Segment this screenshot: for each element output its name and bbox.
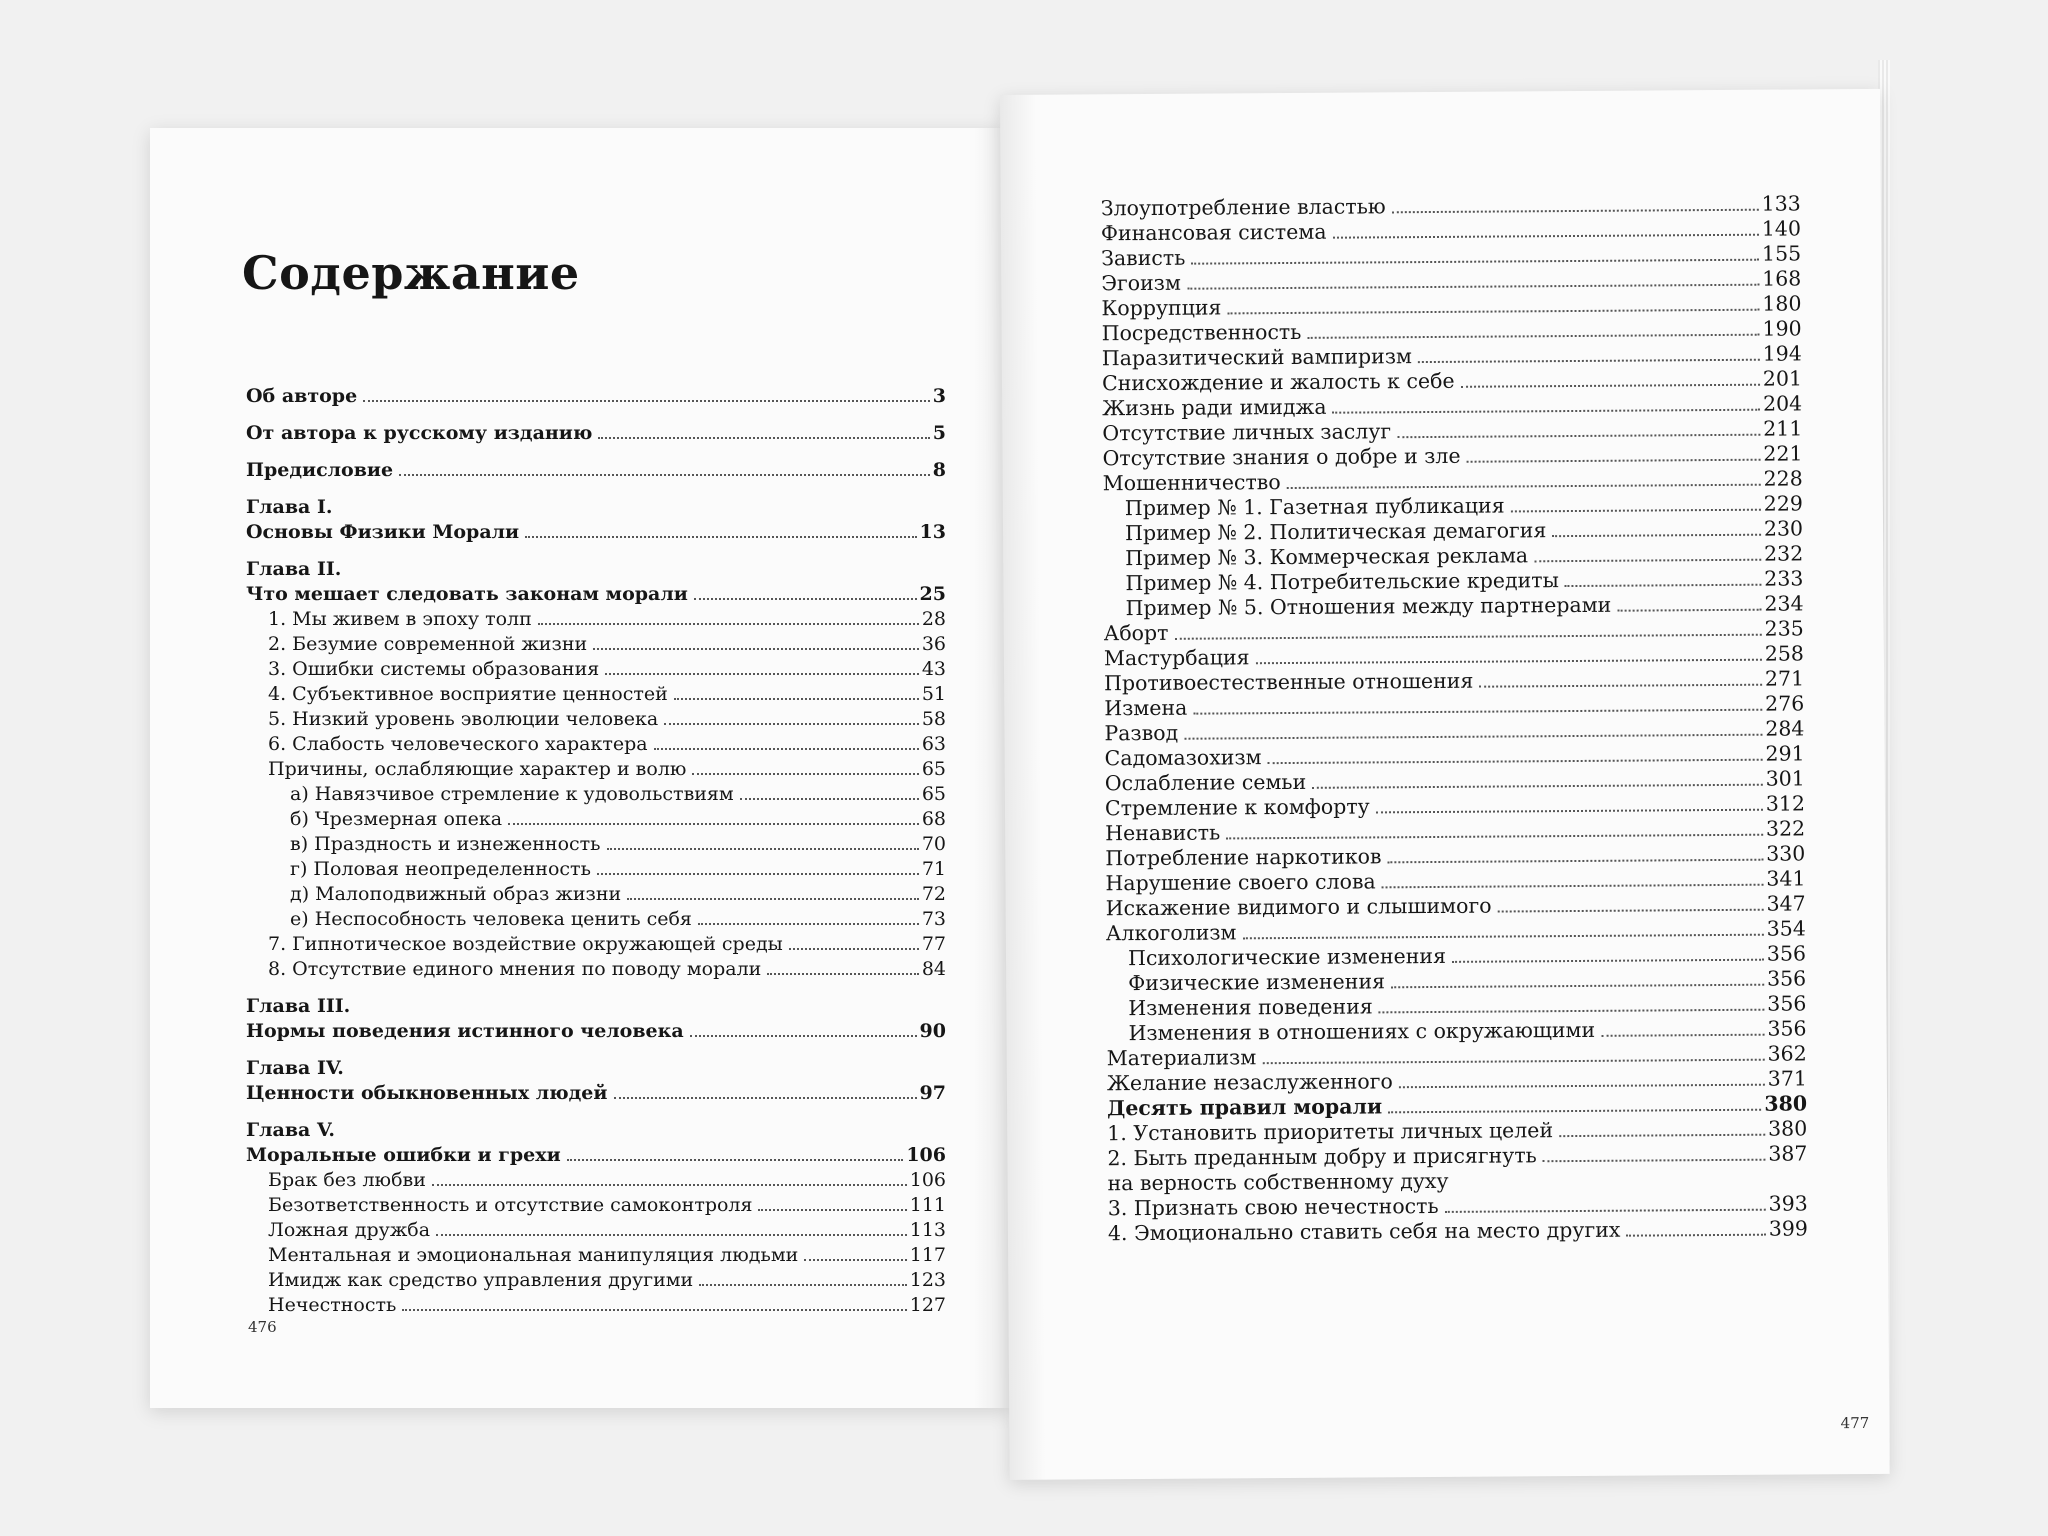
toc-entry-label: Пример № 3. Коммерческая реклама (1125, 543, 1529, 571)
dot-leader (363, 400, 930, 402)
toc-entry-label: 1. Мы живем в эпоху толп (268, 608, 532, 630)
toc-entry-page: 356 (1766, 966, 1807, 991)
toc-entry-page: 387 (1768, 1141, 1808, 1166)
toc-entry-page: 322 (1765, 816, 1806, 841)
toc-entry-label: 2. Быть преданным добру и присягнуть на верность собственному духу (1107, 1143, 1537, 1196)
dot-leader (690, 1035, 917, 1037)
dot-leader (1498, 909, 1764, 913)
toc-entry-label: Пример № 4. Потребительские кредиты (1125, 568, 1559, 596)
chapter-heading: Глава III. (246, 995, 351, 1017)
dot-leader (1376, 809, 1763, 814)
toc-entry-page: 362 (1767, 1041, 1807, 1066)
dot-leader (402, 1309, 906, 1311)
toc-entry-label: Имидж как средство управления другими (268, 1269, 694, 1291)
toc-entry-page: 371 (1767, 1066, 1807, 1091)
toc-entry-page: 230 (1763, 516, 1804, 541)
dot-leader (1617, 609, 1761, 612)
dot-leader (694, 598, 917, 600)
toc-entry-label: От автора к русскому изданию (246, 422, 593, 444)
toc-entry-page: 180 (1762, 291, 1802, 316)
dot-leader (1174, 634, 1761, 640)
toc-entry-label: Физические изменения (1128, 969, 1386, 996)
dot-leader (1333, 234, 1759, 239)
toc-entry-label: б) Чрезмерная опека (290, 808, 503, 830)
toc-entry-label: 1. Установить приоритеты личных целей (1107, 1118, 1554, 1146)
toc-entry-label: Отсутствие знания о добре и зле (1102, 443, 1461, 471)
toc-entry-page: 36 (921, 633, 946, 655)
toc-entry-label: 8. Отсутствие единого мнения по поводу морали (268, 958, 762, 980)
toc-entry (246, 707, 946, 732)
page-number: 477 (1840, 1413, 1870, 1433)
dot-leader (1388, 1109, 1761, 1114)
dot-leader (1184, 734, 1762, 740)
dot-leader (692, 773, 918, 775)
toc-entry-label: Предисловие (246, 459, 394, 481)
toc-entry-page: 84 (921, 958, 946, 980)
dot-leader (1399, 1084, 1765, 1089)
toc-entry-label: Желание незаслуженного (1106, 1069, 1393, 1096)
toc-entry-page: 258 (1764, 641, 1805, 666)
right-page (1000, 89, 1890, 1480)
dot-leader (567, 1159, 904, 1161)
toc-entry-page: 3 (932, 385, 946, 407)
toc-entry-page: 70 (921, 833, 946, 855)
left-page (150, 128, 1010, 1408)
dot-leader (1392, 209, 1759, 214)
dot-leader (698, 923, 919, 925)
toc-entry-page: 25 (919, 583, 946, 605)
toc-entry-page: 380 (1768, 1116, 1808, 1141)
toc-entry-label: Основы Физики Морали (246, 521, 520, 543)
dot-leader (1307, 334, 1759, 339)
toc-entry (246, 1243, 946, 1268)
toc-entry-page: 106 (906, 1144, 946, 1166)
dot-leader (758, 1209, 906, 1211)
toc-entry (246, 1081, 946, 1106)
toc-entry-page: 204 (1762, 391, 1803, 416)
toc-entry (246, 421, 946, 446)
toc-entry-page: 51 (921, 683, 946, 705)
dot-leader (699, 1284, 907, 1286)
toc-entry-page: 58 (921, 708, 946, 730)
toc-entry-label: Посредственность (1101, 319, 1302, 346)
dot-leader (1193, 709, 1762, 715)
toc-entry (246, 1168, 946, 1193)
dot-leader (1382, 884, 1764, 889)
toc-entry-page: 155 (1761, 241, 1802, 266)
toc-entry-label: Снисхождение и жалость к себе (1101, 368, 1455, 396)
dot-leader (614, 1097, 917, 1099)
toc-entry (246, 682, 946, 707)
toc-entry-label: Нарушение своего слова (1105, 869, 1376, 896)
toc-entry-label: Нормы поведения истинного человека (246, 1020, 684, 1042)
toc-entry-page: 284 (1765, 716, 1805, 741)
toc-entry-page: 356 (1767, 991, 1807, 1016)
toc-entry-page: 72 (921, 883, 946, 905)
toc-left (246, 372, 946, 1318)
toc-entry-label: Садомазохизм (1104, 745, 1262, 771)
toc-entry-label: 7. Гипнотическое воздействие окружающей среды (268, 933, 783, 955)
toc-entry-page: 211 (1763, 416, 1803, 441)
toc-entry-label: Мастурбация (1103, 645, 1250, 671)
dot-leader (1552, 534, 1761, 537)
toc-entry (246, 632, 946, 657)
toc-entry-label: Пример № 1. Газетная публикация (1124, 493, 1505, 521)
dot-leader (1601, 1034, 1764, 1037)
chapter-heading: Глава V. (246, 1119, 335, 1141)
toc-entry-label: 4. Эмоционально ставить себя на место других (1107, 1217, 1621, 1246)
toc-entry-page: 97 (919, 1082, 946, 1104)
toc-entry-page: 271 (1764, 666, 1805, 691)
dot-leader (804, 1259, 906, 1261)
dot-leader (1262, 1059, 1764, 1065)
toc-entry-label: 3. Признать свою нечестность (1107, 1193, 1439, 1221)
toc-entry-label: Противоестественные отношения (1104, 668, 1474, 696)
toc-entry-label: 2. Безумие современной жизни (268, 633, 588, 655)
toc-entry-page: 77 (921, 933, 946, 955)
toc-entry-label: а) Навязчивое стремление к удовольствиям (290, 783, 734, 805)
toc-entry-page: 229 (1763, 491, 1803, 516)
toc-entry-label: Десять правил морали (1106, 1094, 1383, 1121)
chapter-heading: Глава II. (246, 558, 342, 580)
dot-leader (436, 1234, 907, 1236)
toc-entry-page: 13 (919, 521, 946, 543)
dot-leader (399, 474, 930, 476)
dot-leader (598, 437, 929, 439)
toc-entry (246, 1019, 946, 1044)
dot-leader (607, 848, 919, 850)
toc-entry-label: Паразитический вампиризм (1101, 344, 1412, 371)
toc-entry-label: Ослабление семьи (1104, 769, 1307, 796)
dot-leader (593, 648, 919, 650)
toc-entry (246, 657, 946, 682)
toc-entry-label: Что мешает следовать законам морали (246, 583, 688, 605)
dot-leader (1559, 1134, 1765, 1137)
toc-entry-page: 133 (1761, 191, 1801, 216)
toc-entry-label: 4. Субъективное восприятие ценностей (268, 683, 668, 705)
toc-entry-page: 234 (1764, 591, 1804, 616)
toc-entry-label: Развод (1104, 720, 1179, 746)
toc-entry-page: 201 (1762, 366, 1803, 391)
toc-entry (246, 857, 946, 882)
toc-entry-label: Безответственность и отсутствие самоконтроля (268, 1194, 753, 1216)
toc-entry-page: 190 (1762, 316, 1802, 341)
toc-entry-label: Отсутствие личных заслуг (1102, 419, 1392, 446)
toc-entry-label: Причины, ослабляющие характер и волю (268, 758, 687, 780)
toc-entry-page: 347 (1766, 891, 1806, 916)
dot-leader (627, 898, 919, 900)
toc-entry-page: 106 (909, 1169, 946, 1191)
toc-entry-page: 43 (921, 658, 946, 680)
toc-entry-page: 235 (1764, 616, 1804, 641)
dot-leader (508, 823, 919, 825)
dot-leader (664, 723, 919, 725)
toc-entry-page: 194 (1762, 341, 1802, 366)
toc-title: Содержание (242, 246, 580, 300)
toc-entry-label: Измена (1104, 695, 1188, 721)
dot-leader (1397, 434, 1760, 439)
toc-entry-label: Психологические изменения (1127, 943, 1447, 971)
toc-entry-label: Материализм (1106, 1045, 1257, 1071)
toc-entry-page: 356 (1767, 1016, 1807, 1041)
toc-entry (246, 384, 946, 409)
toc-entry-page: 68 (921, 808, 946, 830)
toc-entry-page: 168 (1762, 266, 1802, 291)
toc-entry (246, 932, 946, 957)
dot-leader (525, 536, 916, 538)
toc-entry-label: Зависть (1101, 245, 1186, 271)
dot-leader (1418, 359, 1760, 363)
dot-leader (1511, 509, 1761, 513)
toc-entry-page: 63 (921, 733, 946, 755)
toc-entry-page: 399 (1768, 1216, 1809, 1241)
toc-entry-label: е) Неспособность человека ценить себя (290, 908, 692, 930)
toc-entry-label: Потребление наркотиков (1105, 844, 1382, 871)
toc-entry-page: 5 (932, 422, 946, 444)
toc-entry-page: 393 (1768, 1191, 1808, 1216)
dot-leader (1333, 409, 1761, 414)
dot-leader (674, 698, 919, 700)
toc-entry (246, 1293, 946, 1318)
dot-leader (1388, 859, 1764, 864)
toc-entry-page: 73 (921, 908, 946, 930)
toc-entry (246, 1193, 946, 1218)
toc-entry-label: Коррупция (1101, 295, 1222, 321)
toc-entry-page: 228 (1763, 466, 1803, 491)
toc-entry-page: 123 (909, 1269, 946, 1291)
toc-entry-label: 5. Низкий уровень эволюции человека (268, 708, 659, 730)
toc-entry (246, 807, 946, 832)
dot-leader (1226, 834, 1763, 840)
dot-leader (1287, 484, 1761, 489)
dot-leader (1534, 559, 1761, 563)
toc-entry-page: 356 (1766, 941, 1807, 966)
toc-entry-page: 140 (1761, 216, 1802, 241)
toc-entry-label: Ментальная и эмоциональная манипуляция людьми (268, 1244, 799, 1266)
toc-entry (246, 1143, 946, 1168)
toc-entry-label: Эгоизм (1101, 270, 1181, 296)
dot-leader (654, 748, 919, 750)
toc-entry-page: 232 (1763, 541, 1804, 566)
toc-entry-page: 113 (909, 1219, 946, 1241)
toc-entry-label: Аборт (1103, 620, 1169, 646)
toc-entry-page: 341 (1766, 866, 1806, 891)
toc-entry-page: 127 (909, 1294, 946, 1316)
dot-leader (538, 623, 919, 625)
toc-entry-label: Искажение видимого и слышимого (1105, 893, 1492, 921)
toc-entry-label: Нечестность (268, 1294, 397, 1316)
toc-entry-label: в) Праздность и изнеженность (290, 833, 601, 855)
toc-entry-page: 233 (1764, 566, 1804, 591)
dot-leader (1543, 1159, 1766, 1163)
toc-entry (246, 907, 946, 932)
dot-leader (597, 873, 919, 875)
toc-entry (246, 607, 946, 632)
toc-entry-page: 65 (921, 758, 946, 780)
toc-entry-label: г) Половая неопределенность (290, 858, 591, 880)
toc-entry-label: Ценности обыкновенных людей (246, 1082, 608, 1104)
dot-leader (1187, 284, 1759, 290)
toc-entry-label: 6. Слабость человеческого характера (268, 733, 648, 755)
chapter-heading: Глава IV. (246, 1057, 344, 1079)
dot-leader (1445, 1209, 1766, 1213)
toc-entry-label: Злоупотребление властью (1100, 194, 1386, 221)
toc-entry-label: Ложная дружба (268, 1219, 431, 1241)
toc-entry-label: Ненависть (1105, 820, 1221, 846)
toc-entry (246, 520, 946, 545)
dot-leader (1391, 984, 1764, 989)
toc-entry-label: Алкоголизм (1105, 920, 1237, 946)
chapter-heading: Глава I. (246, 496, 333, 518)
toc-entry-label: Брак без любви (268, 1169, 426, 1191)
toc-entry (246, 1218, 946, 1243)
toc-entry-label: Пример № 5. Отношения между партнерами (1125, 592, 1612, 621)
toc-entry-page: 354 (1766, 916, 1806, 941)
toc-entry-page: 221 (1763, 441, 1803, 466)
dot-leader (1191, 259, 1759, 265)
toc-entry-page: 276 (1765, 691, 1805, 716)
dot-leader (1256, 659, 1762, 665)
toc-entry-page: 380 (1764, 1091, 1808, 1116)
toc-entry (1107, 1141, 1807, 1196)
toc-entry-label: Жизнь ради имиджа (1102, 394, 1327, 421)
dot-leader (605, 673, 919, 675)
toc-entry-page: 291 (1765, 741, 1805, 766)
dot-leader (1479, 684, 1762, 688)
toc-entry-label: 3. Ошибки системы образования (268, 658, 600, 680)
toc-entry-page: 312 (1765, 791, 1806, 816)
toc-entry-page: 65 (921, 783, 946, 805)
toc-entry-page: 90 (919, 1020, 946, 1042)
toc-right (1101, 191, 1808, 1246)
toc-entry-page: 71 (921, 858, 946, 880)
toc-entry (246, 582, 946, 607)
dot-leader (1312, 784, 1762, 789)
toc-entry-page: 330 (1766, 841, 1806, 866)
toc-entry (246, 957, 946, 982)
dot-leader (1565, 584, 1761, 587)
toc-entry (246, 732, 946, 757)
toc-entry-page: 28 (921, 608, 946, 630)
toc-entry-label: Мошенничество (1102, 470, 1281, 496)
dot-leader (740, 798, 919, 800)
dot-leader (1452, 959, 1764, 963)
toc-entry-label: Моральные ошибки и грехи (246, 1144, 561, 1166)
dot-leader (1461, 384, 1760, 388)
toc-entry-page: 111 (909, 1194, 946, 1216)
toc-entry (1108, 1216, 1808, 1246)
page-number: 476 (248, 1318, 277, 1336)
toc-entry-label: Изменения в отношениях с окружающими (1128, 1017, 1596, 1046)
toc-entry (246, 882, 946, 907)
toc-entry (246, 832, 946, 857)
toc-entry-page: 117 (909, 1244, 946, 1266)
toc-entry (246, 757, 946, 782)
dot-leader (1379, 1009, 1764, 1014)
dot-leader (789, 948, 919, 950)
toc-entry-label: д) Малоподвижный образ жизни (290, 883, 622, 905)
toc-entry-label: Финансовая система (1100, 219, 1327, 246)
dot-leader (1227, 309, 1759, 315)
toc-entry (246, 1268, 946, 1293)
toc-entry (246, 782, 946, 807)
dot-leader (432, 1184, 907, 1186)
toc-entry-label: Об авторе (246, 385, 358, 407)
toc-entry-page: 301 (1765, 766, 1805, 791)
dot-leader (767, 973, 919, 975)
dot-leader (1467, 459, 1761, 463)
toc-entry-label: Изменения поведения (1128, 994, 1373, 1021)
toc-entry (246, 458, 946, 483)
dot-leader (1242, 934, 1763, 940)
dot-leader (1626, 1234, 1765, 1237)
toc-entry-label: Стремление к комфорту (1104, 794, 1370, 821)
toc-entry-label: Пример № 2. Политическая демагогия (1124, 518, 1547, 546)
dot-leader (1268, 759, 1763, 764)
toc-entry-page: 8 (932, 459, 946, 481)
